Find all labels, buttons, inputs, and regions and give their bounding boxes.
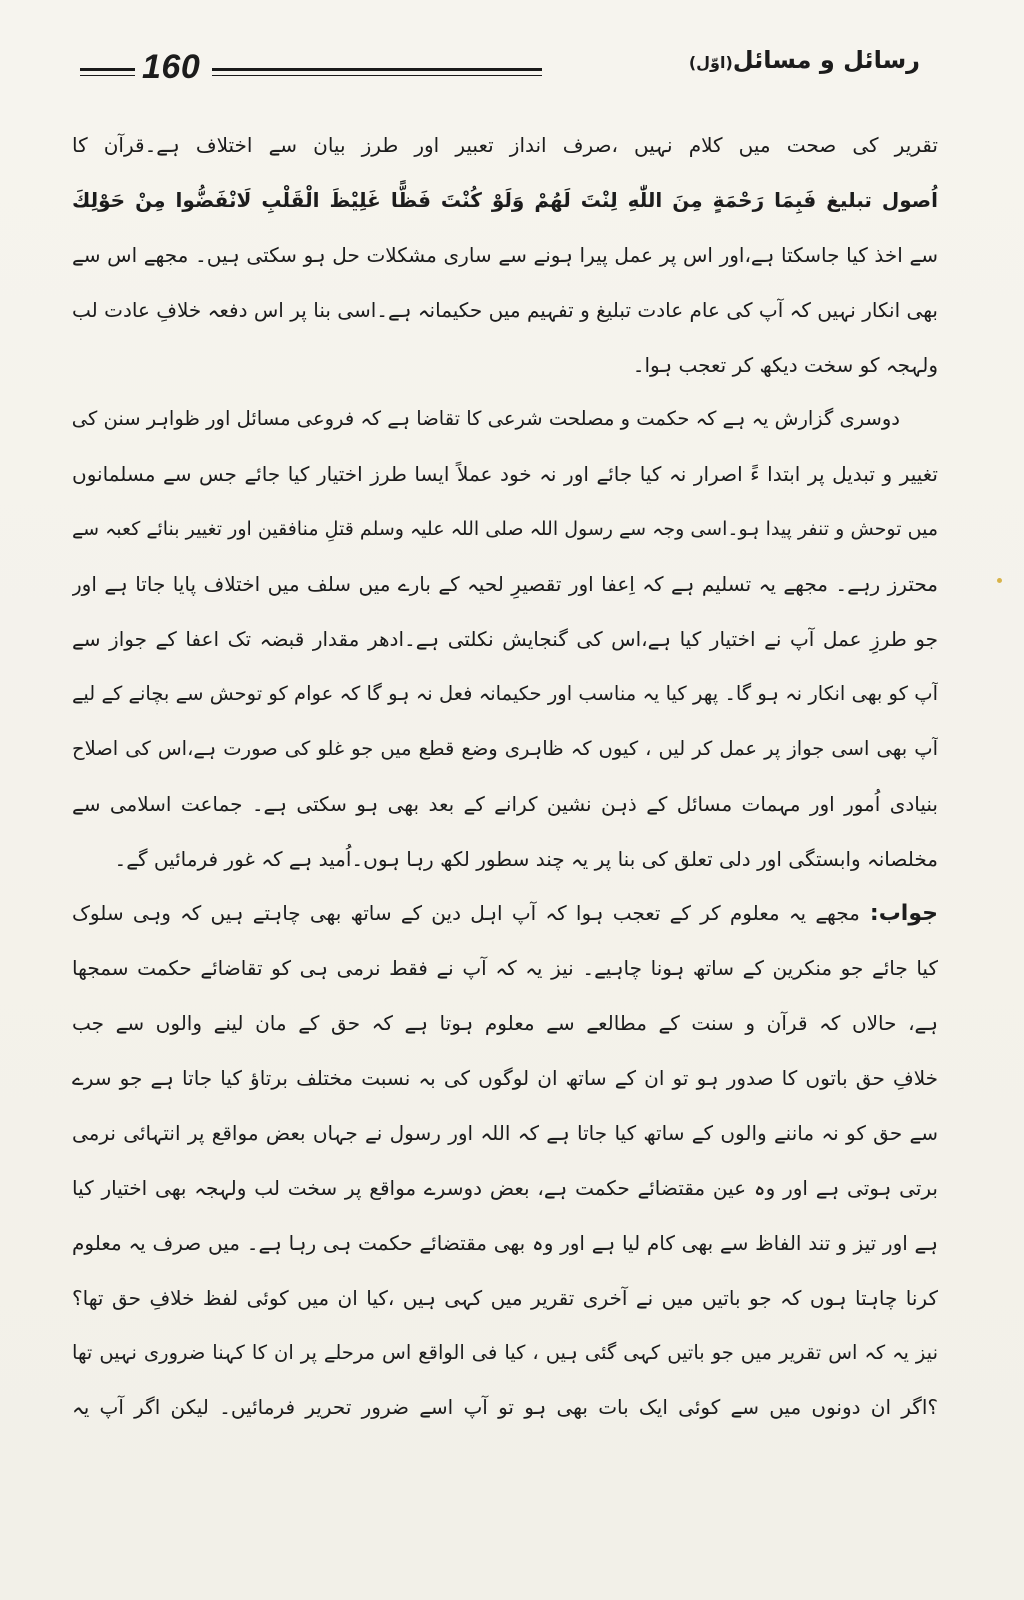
text-line: محترز رہے۔ مجھے یہ تسلیم ہے کہ اِعفا اور تقصیرِ لحیہ کے بارے میں سلف میں اختلاف پایا جاتا ہے اور — [72, 572, 938, 597]
text-line-paragraph-start: دوسری گزارش یہ ہے کہ حکمت و مصلحت شرعی کا تقاضا ہے کہ فروعی مسائل اور ظواہر سنن کی — [72, 407, 900, 431]
volume-label: (اوّل) — [688, 53, 733, 72]
running-header — [80, 44, 920, 104]
text-line-quran-verse: اُصول تبلیغ فَبِمَا رَحْمَةٍ مِنَ اللّٰهِ لِنْتَ لَهُمْ وَلَوْ كُنْتَ فَظًّا غَلِيْظَ الْقَلْبِ لَانْفَضُّوا مِنْ حَوْلِكَ — [72, 187, 938, 212]
text-line: بنیادی اُمور اور مہمات مسائل کے ذہن نشین کرانے کے بعد بھی ہو سکتی ہے۔ جماعت اسلامی سے — [72, 791, 938, 816]
text-line: کرنا چاہتا ہوں کہ جو باتیں میں نے آخری تقریر میں کہی ہیں ،کیا ان میں کوئی لفظ خلافِ حق تھا؟ — [72, 1285, 938, 1310]
text-line: خلافِ حق باتوں کا صدور ہو تو ان کے ساتھ ان لوگوں کی بہ نسبت مختلف برتاؤ کیا جاتا ہے جو سرے — [72, 1066, 938, 1091]
text-line: نیز یہ کہ اس تقریر میں جو باتیں کہی گئی ہیں ، کیا فی الواقع اس مرحلے پر ان کا کہنا ضروری نہیں تھا — [72, 1340, 938, 1364]
answer-text: مجھے یہ معلوم کر کے تعجب ہوا کہ آپ اہل دین کے ساتھ بھی چاہتے ہیں کہ وہی سلوک — [72, 901, 860, 926]
text-line: سے حق کو نہ ماننے والوں کے ساتھ کیا جاتا ہے کہ اللہ اور رسول نے جہاں بعض مواقع پر انتہائی نرمی — [72, 1121, 938, 1146]
text-line: مخلصانہ وابستگی اور دلی تعلق کی بنا پر یہ چند سطور لکھ رہا ہوں۔اُمید ہے کہ غور فرمائیں گے۔ — [114, 846, 938, 871]
answer-label: جواب: — [869, 901, 938, 927]
text-line: برتی ہوتی ہے اور وہ عین مقتضائے حکمت ہے، بعض دوسرے مواقع پر سخت لب ولہجہ بھی اختیار کیا — [72, 1175, 938, 1200]
text-line: میں توحش و تنفر پیدا ہو۔اسی وجہ سے رسول اللہ صلی اللہ علیہ وسلم قتلِ منافقین اور تغییر بنائے کعبہ سے — [72, 518, 938, 541]
text-line: تقریر کی صحت میں کلام نہیں ،صرف انداز تعبیر اور طرز بیان سے اختلاف ہے۔قرآن کا — [72, 133, 938, 157]
text-line: ؟اگر ان دونوں میں سے کوئی ایک بات بھی ہو تو آپ اسے ضرور تحریر فرمائیں۔ لیکن اگر آپ یہ — [72, 1395, 938, 1420]
answer-line — [72, 886, 938, 941]
book-title-text: رسائل و مسائل — [732, 46, 920, 74]
header-rule-middle — [212, 68, 542, 71]
text-line: جو طرزِ عمل آپ نے اختیار کیا ہے،اس کی گنجایش نکلتی ہے۔ادھر مقدار قبضہ تک اعفا کے جواز سے — [72, 627, 938, 652]
text-line: آپ بھی اسی جواز پر عمل کر لیں ، کیوں کہ ظاہری وضع قطع میں جو غلو کی صورت ہے،اس کی اصلاح — [72, 736, 938, 760]
text-line: ولہجہ کو سخت دیکھ کر تعجب ہوا۔ — [632, 352, 938, 377]
page-number: 160 — [142, 48, 201, 86]
text-line: آپ کو بھی انکار نہ ہو گا۔ پھر کیا یہ مناسب اور حکیمانہ فعل نہ ہو گا کہ عوام کو توحش سے بچانے کے لیے — [72, 681, 938, 705]
text-line: سے اخذ کیا جاسکتا ہے،اور اس پر عمل پیرا ہونے سے ساری مشکلات حل ہو سکتی ہیں۔ مجھے اس سے — [72, 242, 938, 267]
text-line: ہے، حالاں کہ قرآن و سنت کے مطالعے سے معلوم ہوتا ہے کہ حق کے مان لینے والوں سے جب — [72, 1011, 938, 1036]
ink-speck — [997, 578, 1002, 583]
book-title — [689, 46, 920, 74]
text-line: کیا جائے جو منکرین کے ساتھ ہونا چاہیے۔ نیز یہ کہ آپ نے فقط نرمی ہی کو تقاضائے حکمت سمجھا — [72, 956, 938, 981]
text-line: بھی انکار نہیں کہ آپ کی عام عادت تبلیغ و تفہیم میں حکیمانہ ہے۔اسی بنا پر اس دفعہ خلافِ عادت لب — [72, 297, 938, 322]
body-text — [72, 118, 938, 1435]
text-line: ہے اور تیز و تند الفاظ سے بھی کام لیا ہے اور وہ بھی مقتضائے حکمت ہی رہا ہے۔ میں صرف یہ معلوم — [72, 1230, 938, 1255]
header-rule-left — [80, 68, 135, 71]
text-line: تغییر و تبدیل پر ابتدا ءً اصرار نہ کیا جائے اور نہ خود عملاً ایسا طرز اختیار کیا جائے جس سے مسلمانوں — [72, 462, 938, 487]
